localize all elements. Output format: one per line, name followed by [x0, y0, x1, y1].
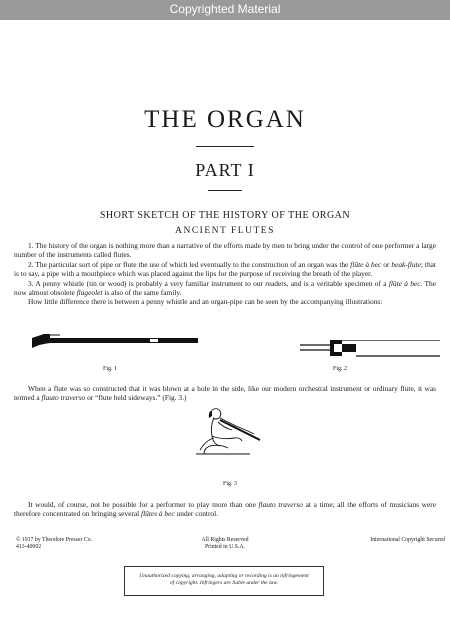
copyright-secured-line: International Copyright Secured	[370, 537, 445, 543]
title-rule	[196, 146, 254, 147]
paragraph-1: 1. The history of the organ is nothing more than a narrative of the efforts made by men to bring under the control of one performer a large number of the instruments called flutes.	[14, 241, 436, 260]
transverse-paragraph	[14, 384, 436, 403]
rights-line: All Rights Reserved	[201, 537, 249, 543]
figure-3-flute-player	[190, 406, 270, 458]
paragraph-2: 2. The particular sort of pipe or flute the use of which led eventually to the construction of an organ was the flûte à bec or beak-flute; that is to say, a pipe with a mouthpiece which was placed against the lips for the purpose of receiving the breath of the player.	[14, 259, 436, 279]
figure-1-caption: Fig. 1	[102, 366, 117, 372]
part-heading: PART I	[195, 160, 255, 180]
infringement-notice-box	[124, 566, 324, 596]
copyright-line: © 1917 by Theodore Presser Co.	[16, 537, 93, 543]
watermark-text: Copyrighted Material	[169, 2, 281, 16]
catalog-number: 413-40002	[16, 544, 42, 550]
paragraph-6: It would, of course, not be possible for a performer to play more than one flauto traverso at a time; all the efforts of musicians were therefore concentrated on bringing several flûtes à bec under control.	[14, 500, 436, 519]
closing-paragraph	[14, 500, 436, 519]
printed-line: Printed in U.S.A.	[204, 544, 246, 550]
figure-3-caption: Fig. 3	[222, 481, 237, 487]
footer-center	[165, 537, 285, 551]
copyright-watermark-bar	[0, 0, 450, 20]
notice-line-1: Unauthorized copying, arranging, adapting or recording is an infringement	[139, 573, 309, 579]
page-title: THE ORGAN	[144, 106, 306, 133]
figure-2-organ-pipe	[300, 340, 440, 360]
paragraph-4: How little difference there is between a penny whistle and an organ-pipe can be seen by the accompanying illustrations:	[28, 297, 383, 307]
part-rule	[208, 190, 242, 191]
figure-2-caption: Fig. 2	[332, 366, 347, 372]
paragraph-3: 3. A penny whistle (tin or wood) is probably a very familiar instrument to our readers, and is a veritable specimen of a flûte à bec. The now almost obsolete flageolet is also of the same family.	[14, 278, 436, 298]
footer-right	[305, 537, 445, 544]
paragraph-5: When a flute was so constructed that it was blown at a hole in the side, like our modern orchestral instrument or ordinary flute, it was termed a flauto traverso or “flute held sideways.” (Fig. 3.)	[14, 384, 436, 403]
notice-line-2: of copyright. Infringers are liable under the law.	[169, 580, 279, 586]
figure-1-penny-whistle	[30, 332, 200, 350]
ancient-flutes-heading: ANCIENT FLUTES	[175, 226, 275, 236]
intro-paragraphs	[14, 241, 436, 307]
section-subheading: SHORT SKETCH OF THE HISTORY OF THE ORGAN	[99, 210, 351, 221]
footer-left	[16, 537, 156, 551]
